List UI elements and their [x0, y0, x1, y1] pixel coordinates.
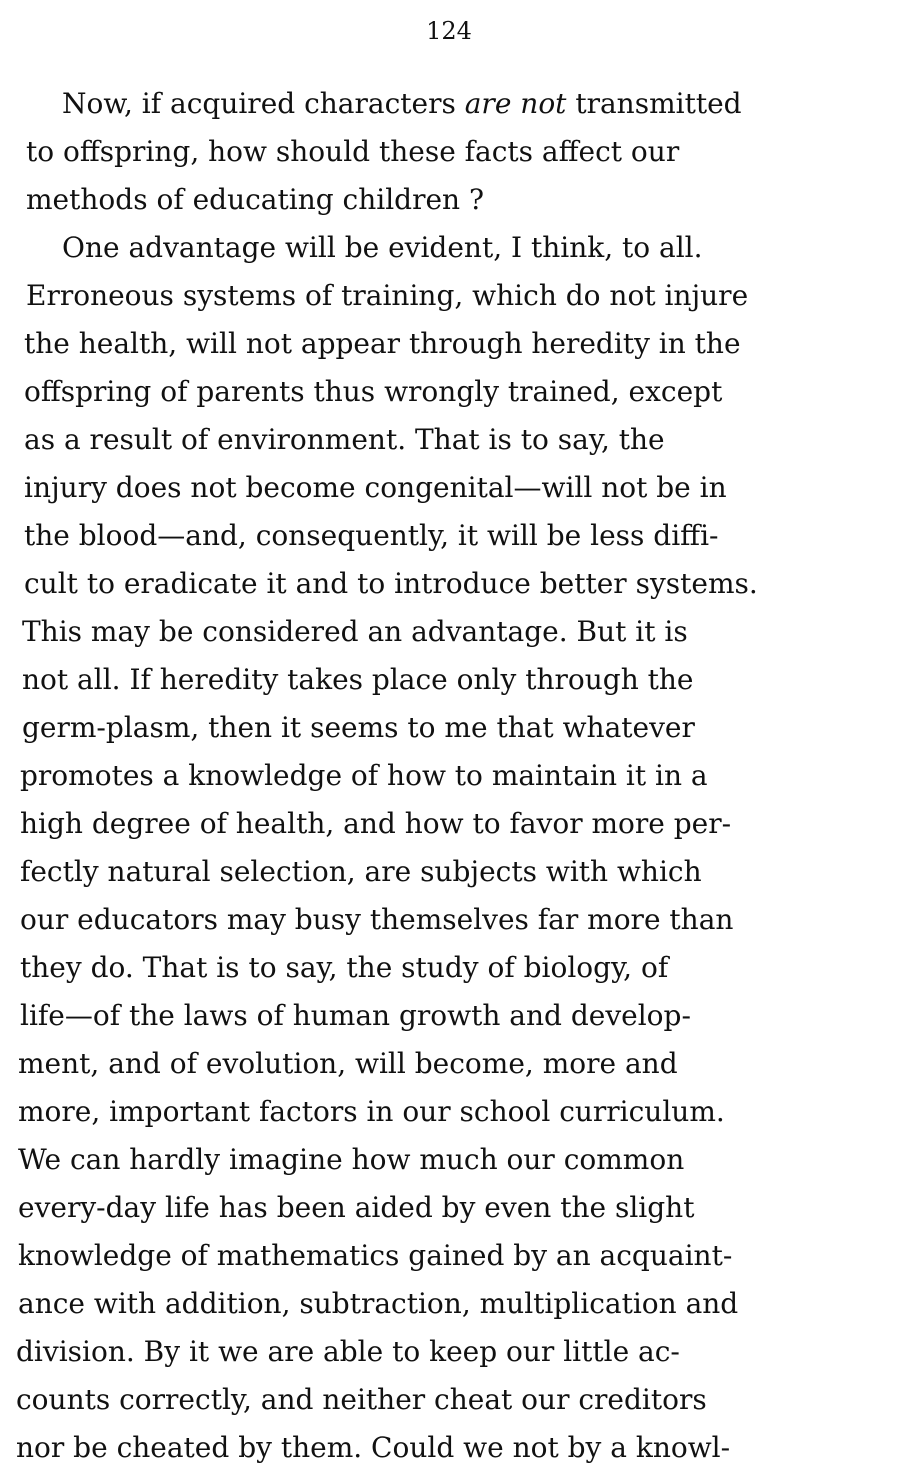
text-line	[62, 84, 870, 124]
text-line: not all. If heredity takes place only through the	[22, 663, 694, 696]
text-line: high degree of health, and how to favor more per-	[20, 807, 732, 840]
text-line: to offspring, how should these facts affect our	[26, 135, 680, 168]
text-line: methods of educating children ?	[26, 183, 484, 216]
text-line: life—of the laws of human growth and develop-	[20, 999, 691, 1032]
text-line: This may be considered an advantage. But it is	[22, 615, 688, 648]
text-line: promotes a knowledge of how to maintain it in a	[20, 759, 708, 792]
text-line: they do. That is to say, the study of biology, of	[20, 951, 669, 984]
text-line: division. By it we are able to keep our little ac-	[16, 1335, 680, 1368]
text-segment: Now, if acquired characters are not transmitted	[62, 87, 742, 120]
text-line: as a result of environment. That is to say, the	[24, 423, 665, 456]
text-line: offspring of parents thus wrongly trained, except	[24, 375, 723, 408]
text-line: the health, will not appear through heredity in the	[24, 327, 741, 360]
text-line: injury does not become congenital—will not be in	[24, 471, 727, 504]
text-line: more, important factors in our school curriculum.	[18, 1095, 725, 1128]
text-line: every-day life has been aided by even the slight	[18, 1191, 695, 1224]
text-line: germ-plasm, then it seems to me that whatever	[22, 711, 695, 744]
text-line: We can hardly imagine how much our common	[18, 1143, 685, 1176]
text-line: ance with addition, subtraction, multiplication and	[18, 1287, 739, 1320]
text-line: nor be cheated by them. Could we not by a knowl-	[16, 1431, 731, 1464]
text-line: One advantage will be evident, I think, to all.	[62, 231, 703, 264]
page-number: 124	[426, 17, 472, 45]
text-line: Erroneous systems of training, which do not injure	[26, 279, 749, 312]
text-line: counts correctly, and neither cheat our creditors	[16, 1383, 707, 1416]
text-line: knowledge of mathematics gained by an acquaint-	[18, 1239, 733, 1272]
text-line: ment, and of evolution, will become, more and	[18, 1047, 678, 1080]
text-line: fectly natural selection, are subjects with which	[20, 855, 702, 888]
emphasis-text: are not	[464, 87, 567, 120]
text-line: our educators may busy themselves far more than	[20, 903, 734, 936]
text-line: the blood—and, consequently, it will be less diffi-	[24, 519, 719, 552]
text-line: cult to eradicate it and to introduce better systems.	[24, 567, 758, 600]
